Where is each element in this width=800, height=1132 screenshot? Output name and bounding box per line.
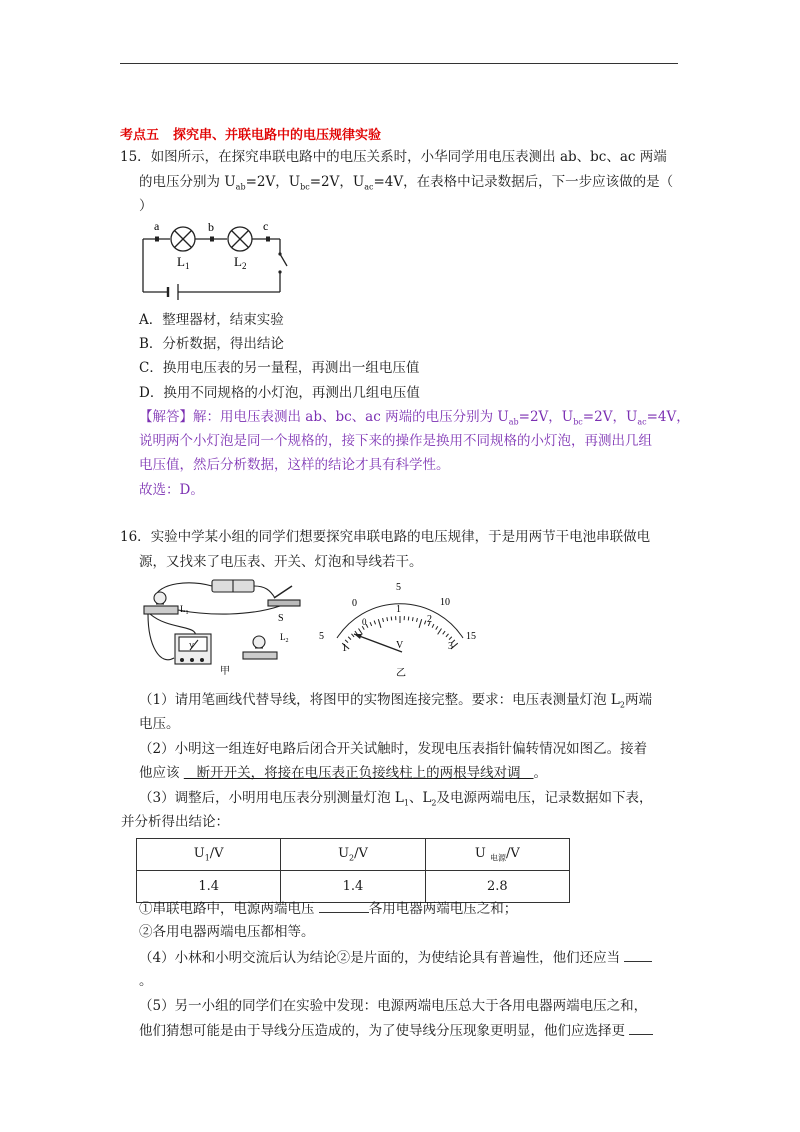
q15-option-d[interactable]: D．换用不同规格的小灯泡，再测出几组电压值 [139,385,420,401]
q15-sub-bc: bc [300,182,310,192]
answer-1d: =4V， [646,409,690,425]
q16-p4-line2: 。 [139,973,153,989]
q15-answer-line4: 故选：D。 [139,482,204,498]
yi-inner-2-mid: 1 [396,604,401,615]
answer-1a: 解：用电压表测出 ab、bc、ac 两端的电压分别为 U [193,409,509,425]
answer-sub-bc: bc [573,417,583,427]
section-label: 考点五 [120,128,160,143]
answer-tag: 【解答】 [139,409,193,425]
q15-label-l1: $L_1$ [177,254,190,271]
q15-option-b[interactable]: B．分析数据，得出结论 [139,336,284,352]
yi-inner-1: 1 [342,643,347,654]
jia-caption: 甲 [220,666,230,676]
dial-tick [358,629,362,635]
dial-tick [351,634,354,637]
q16-p1-tail: 两端 [624,692,652,708]
q16-p4-line1 [139,947,652,968]
answer-sub-ac: ac [637,417,647,427]
q16-p5-b: 他们猜想可能是由于导线分压造成的，为了使导线分压现象更明显，他们应选择更 [139,1023,630,1039]
dial-tick [424,621,425,625]
jia-label-l2: $L_2$ [280,632,289,644]
dial-tick [417,618,418,622]
q16-p2-answer: 断开开关，将接在电压表正负接线柱上的两根导线对调 [183,765,534,781]
dial-tick [387,617,388,621]
dial-tick [436,626,438,629]
q16-figure-yi [310,576,490,680]
dial-tick [383,618,384,622]
q16-p2-line1: （2）小明这一组连好电路后闭合开关试触时，发现电压表指针偏转情况如图乙。接着 [139,741,648,757]
table-cell-u1: 1.4 [137,871,281,903]
table-header-row [137,839,570,871]
yi-tick-left: 5 [319,631,324,642]
q16-p5-blank[interactable] [629,1020,653,1035]
section-title [120,124,381,143]
dial-tick [378,619,381,628]
q16-line1 [120,527,650,547]
dial-tick [449,637,452,640]
dial-tick [443,631,445,634]
q15-line1 [120,147,667,167]
q16-p3-sub2: 2 [431,798,437,808]
q15-answer-line3: 电压值，然后分析数据，这样的结论才具有科学性。 [139,457,450,473]
q16-p2-end: 。 [533,765,548,781]
q16-p4-a: （4）小林和小明交流后认为结论②是片面的，为使结论具有普遍性，他们还应当 [139,950,625,966]
q16-line2: 源，又找来了电压表、开关、灯泡和导线若干。 [139,554,423,570]
dial-tick [412,617,413,621]
q16-p5-line2 [139,1020,653,1041]
table-cell-u2: 1.4 [281,871,425,903]
q16-p1-a: （1）请用笔画线代替导线，将图甲的实物图连接完整。要求：电压表测量灯泡 L [139,692,620,708]
q16-p2-prefix: 他应该 [139,765,184,781]
q15-label-c: c [263,219,269,233]
answer-1c: =2V，U [582,409,638,425]
dial-tick [419,619,422,628]
q16-p1-line1 [139,690,652,716]
dial-tick [348,637,351,640]
answer-1b: =2V，U [518,409,574,425]
yi-tick-10: 10 [440,597,450,608]
q15-stem-2b: =2V，U [245,174,301,190]
dial-tick [446,634,449,637]
yi-inner-0: 0 [362,617,367,627]
q15-sub-ab: ab [235,182,246,192]
yi-inner-3: 3 [448,641,453,652]
q15-line2 [139,172,673,198]
q16-p4-blank[interactable] [624,947,652,962]
q15-circuit-figure [135,218,305,308]
q15-answer-line1 [139,407,690,433]
answer-sub-ab: ab [508,417,519,427]
q16-stem-1: 实验中学某小组的同学们想要探究串联电路的电压规律，于是用两节干电池串联做电 [150,529,651,545]
table-header-u2: $U_2/V$ [281,839,425,871]
q16-data-table [136,838,570,903]
q16-c1-b: 各用电器两端电压之和； [368,901,518,917]
table-header-usource: U $_{电源}$/V [425,839,569,871]
q16-figure-jia [140,576,320,676]
q15-stem-2a: 的电压分别为 U [139,174,236,190]
q15-label-l2: $L_2$ [234,254,247,271]
q16-p3-line2: 并分析得出结论： [121,814,229,830]
q15-stem-2c: =2V，U [309,174,365,190]
q16-p3-mid: 、L [408,790,432,806]
jia-label-l1: $L_1$ [180,604,189,616]
q15-label-a: a [154,219,160,233]
q15-answer-line2: 说明两个小灯泡是同一个规格的，接下来的操作是换用不同规格的小灯泡，再测出几组 [139,433,652,449]
dial-tick [374,621,375,625]
q16-c1-blank[interactable] [319,898,369,913]
yi-tick-15: 15 [466,631,476,642]
q16-p2-line2 [139,763,547,783]
q15-number: 15． [120,149,151,165]
yi-tick-0: 0 [352,598,357,609]
q16-p3-tail: 及电源两端电压，记录数据如下表， [436,790,653,806]
q15-stem-1: 如图所示，在探究串联电路中的电压关系时，小华同学用电压表测出 ab、bc、ac 两端 [150,149,667,165]
yi-tick-5: 5 [396,582,401,593]
q16-p3-a: （3）调整后，小明用电压表分别测量灯泡 L [139,790,404,806]
yi-meter-v: V [396,640,404,651]
dial-tick [438,629,442,635]
q15-option-a[interactable]: A．整理器材，结束实验 [139,312,284,328]
q16-p1-line2: 电压。 [139,716,180,732]
q15-sub-ac: ac [364,182,374,192]
q16-p3-line1 [139,788,653,814]
section-heading: 探究串、并联电路中的电压规律实验 [173,128,382,143]
q16-conclusion-2: ②各用电器两端电压都相等。 [139,924,315,940]
dial-tick [370,622,372,626]
q15-label-b: b [208,220,214,234]
table-header-u1: $U_1/V$ [137,839,281,871]
q16-p5-line1: （5）另一小组的同学们在实验中发现：电源两端电压总大于各用电器两端电压之和， [139,998,648,1014]
jia-meter-v: V [189,642,195,650]
table-cell-usource: 2.8 [425,871,569,903]
q16-p3-sub1: 1 [403,798,409,808]
q16-c1-a: ①串联电路中，电源两端电压 [139,901,319,917]
jia-label-s: S [278,613,284,624]
q15-line3: ） [139,198,153,214]
q15-stem-2d: =4V，在表格中记录数据后，下一步应该做的是（ [373,174,674,190]
q15-option-c[interactable]: C．换用电压表的另一量程，再测出一组电压值 [139,360,420,376]
q16-conclusion-1 [139,898,517,919]
q16-p1-sub: 2 [619,700,625,710]
yi-caption: 乙 [396,668,406,679]
dial-tick [432,624,434,628]
yi-inner-2: 2 [427,614,432,625]
page-top-rule [120,63,678,64]
q16-number: 16． [120,529,151,545]
